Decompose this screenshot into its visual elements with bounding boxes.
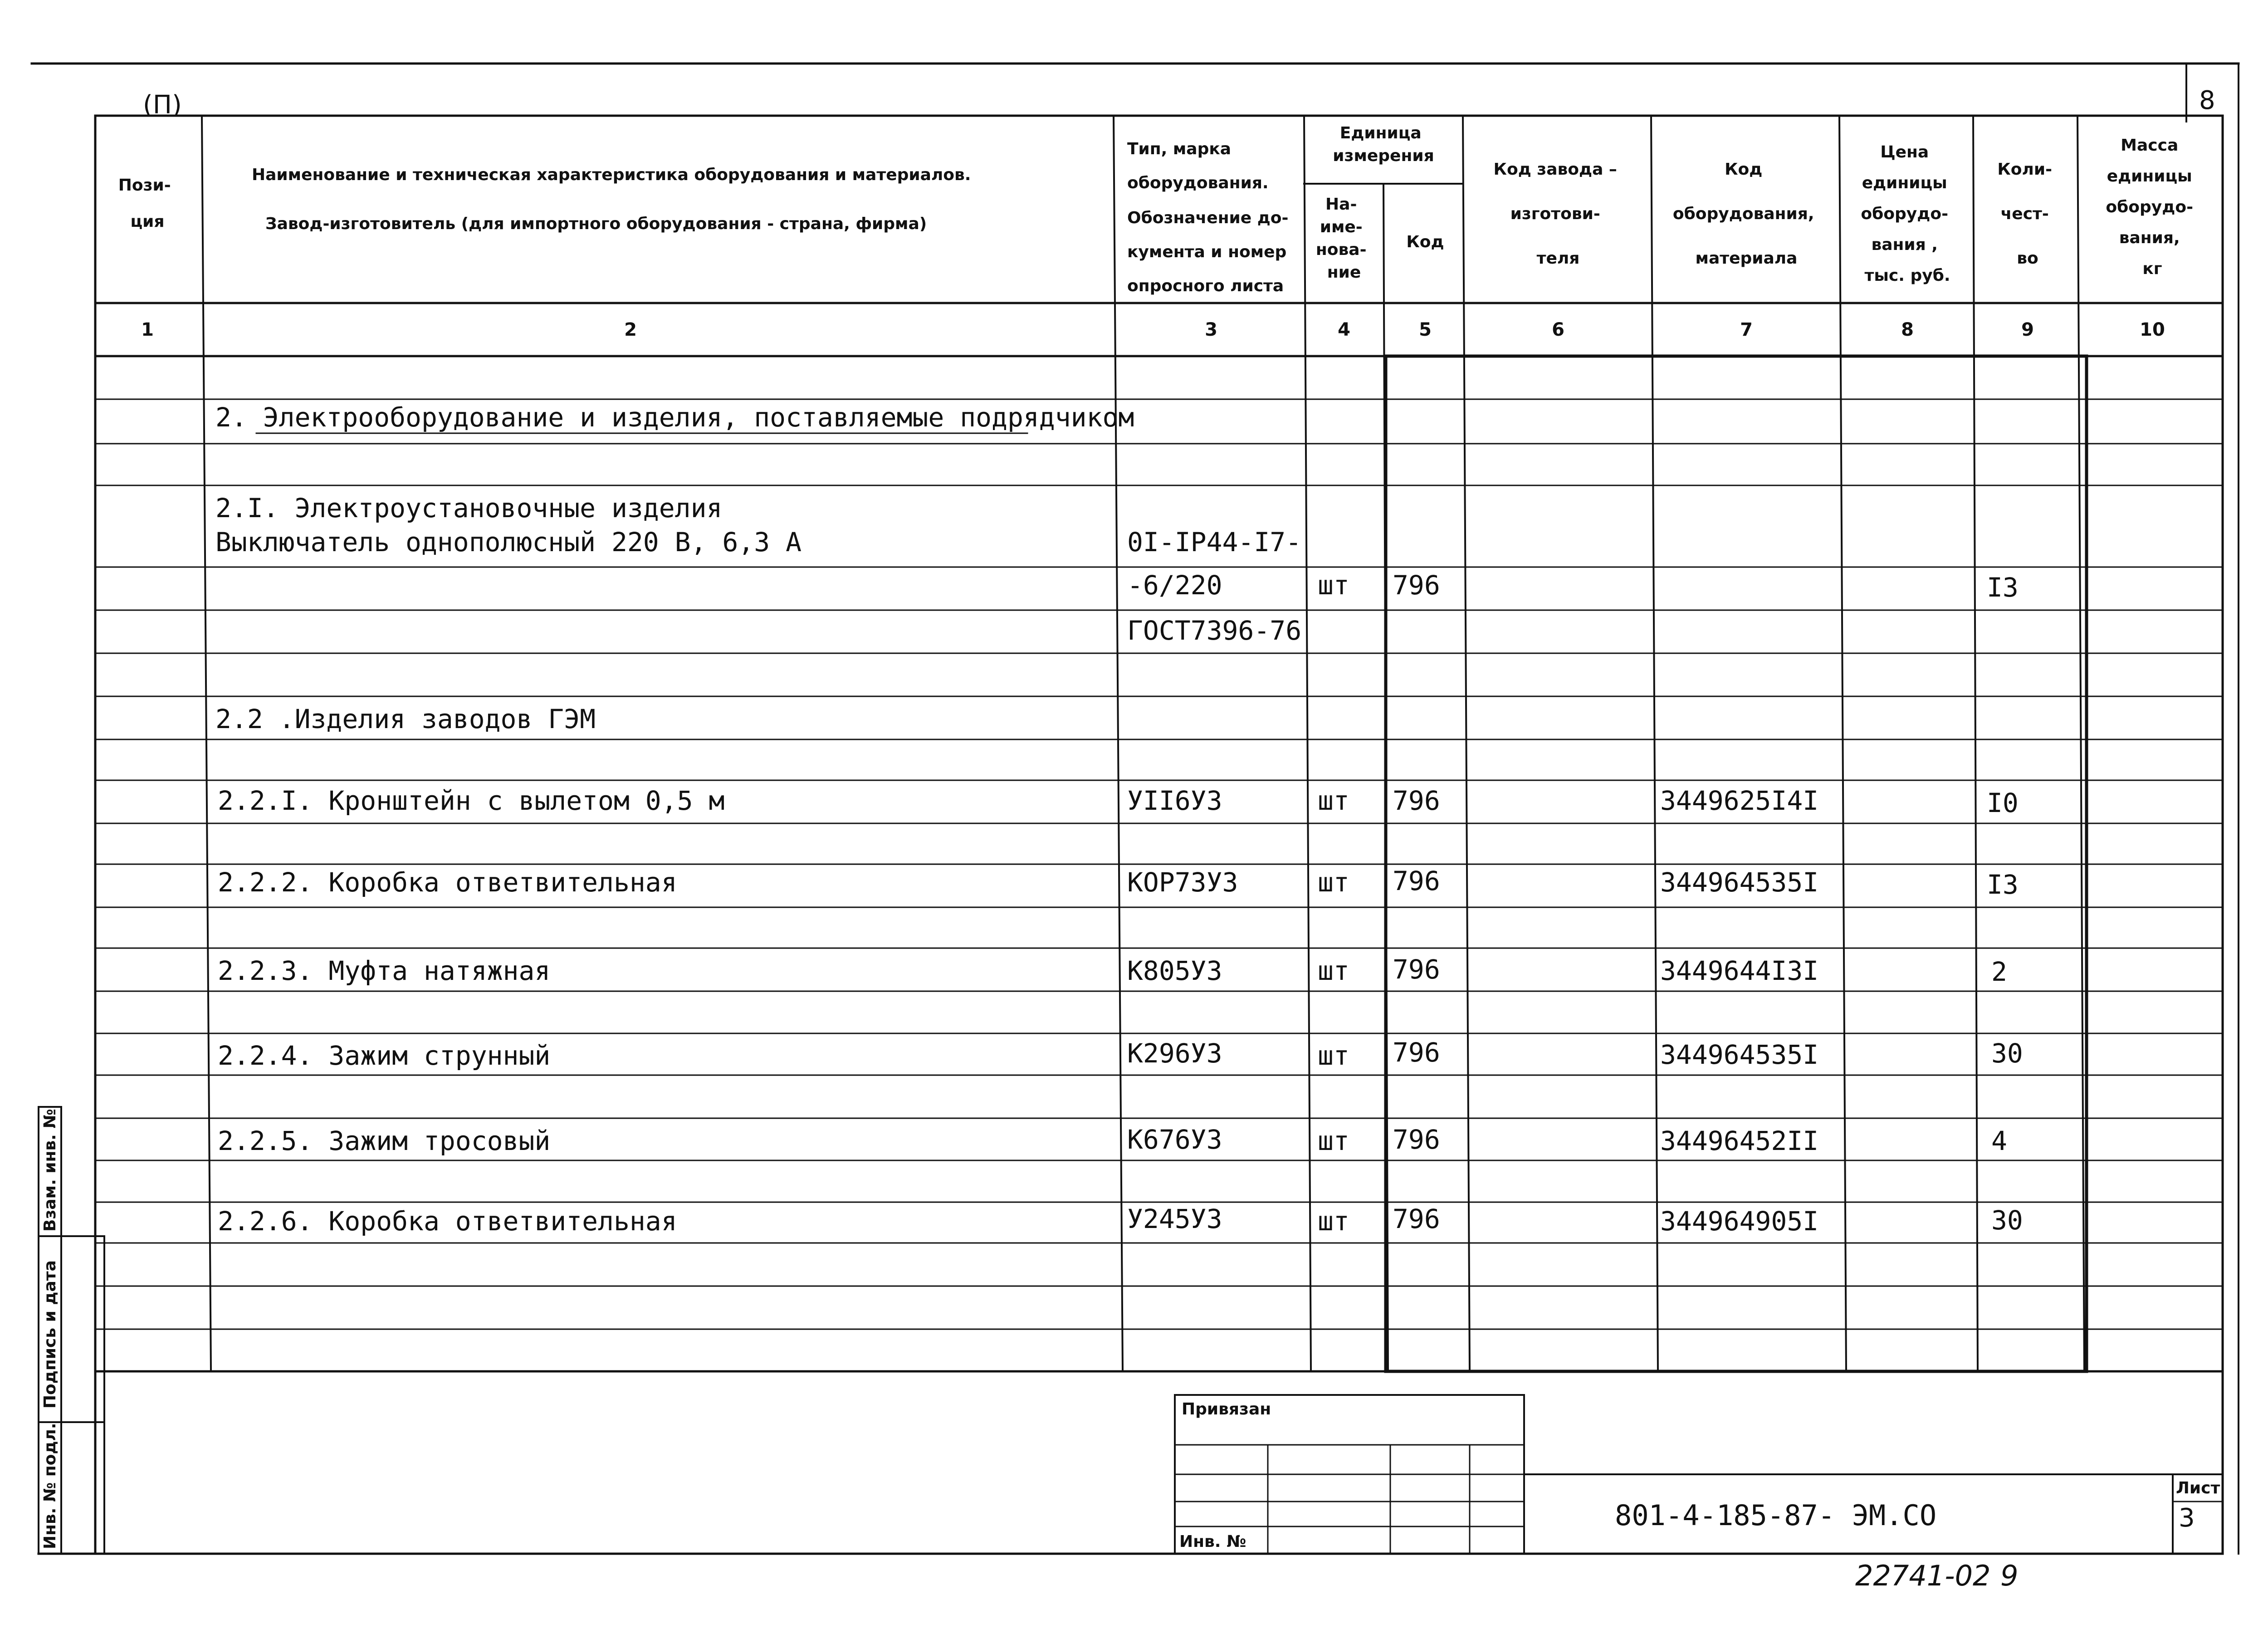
item-name: Выключатель однополюсный 220 В, 6,3 А (215, 527, 802, 558)
header-type-line: Обозначение до- (1127, 209, 1289, 227)
header-type-line: опросного листа (1127, 277, 1284, 295)
col-number: 7 (1740, 319, 1753, 340)
header-quantity-line: Коли- (1997, 160, 2053, 179)
item-name: 2.2.3. Муфта натяжная (218, 955, 551, 986)
title-block (39, 1371, 2223, 1592)
header-equipment-code (1673, 160, 1820, 268)
side-stamp-value-column (61, 1236, 104, 1554)
header-unit-code: Код (1406, 233, 1444, 251)
binding-label: Привязан (1182, 1400, 1271, 1419)
col-number: 4 (1338, 319, 1350, 340)
header-unit-group-line: Единица (1339, 124, 1422, 142)
header-factory-code-line: Код завода – (1493, 160, 1617, 179)
header-unit-name-line: нова- (1315, 240, 1367, 259)
item-unit: шт (1318, 570, 1349, 601)
item-unit: шт (1318, 785, 1349, 816)
document-code: 801-4-185-87- ЭМ.СО (1615, 1499, 1937, 1532)
item-name: 2.2.4. Зажим струнный (218, 1040, 551, 1071)
item-equipment-code: 344964535I (1660, 1039, 1819, 1070)
header-unit-name-line: ние (1327, 263, 1361, 282)
header-unit-name-line: На- (1325, 195, 1357, 214)
item-type: 0I-IP44-I7- (1127, 527, 1302, 558)
item-unit-code: 796 (1393, 1203, 1440, 1234)
header-factory-code-line: теля (1536, 249, 1580, 268)
page-number: 8 (2199, 86, 2215, 115)
item-unit-code: 796 (1393, 954, 1440, 985)
item-quantity: I3 (1987, 572, 2019, 603)
item-unit: шт (1318, 1206, 1349, 1237)
header-unit-group-line: измерения (1333, 147, 1434, 165)
header-factory-code (1494, 160, 1623, 268)
col-number: 2 (624, 319, 637, 340)
header-equipment-code-line: оборудования, (1672, 205, 1814, 223)
header-name (252, 166, 977, 233)
header-position-line: Пози- (118, 176, 171, 195)
header-unit-name-line: име- (1320, 218, 1363, 236)
header-equipment-code-line: материала (1695, 249, 1798, 268)
header-mass-line: Масса (2121, 136, 2179, 155)
header-price-line: оборудо- (1861, 205, 1949, 223)
item-quantity: I3 (1987, 869, 2019, 900)
subsection-heading: 2.2 .Изделия заводов ГЭМ (215, 704, 596, 734)
sheet-label: Лист (2176, 1479, 2220, 1497)
item-quantity: 2 (1991, 956, 2007, 987)
item-quantity: 30 (1991, 1205, 2023, 1236)
header-name-line: Завод-изготовитель (для импортного оборудования - страна, фирма) (265, 215, 927, 233)
item-unit-code: 796 (1393, 785, 1440, 816)
col-number: 1 (141, 319, 154, 340)
header-name-line: Наименование и техническая характеристика оборудования и материалов. (252, 166, 971, 184)
header-type (1127, 140, 1294, 295)
item-standard: ГОСТ7396-76 (1127, 615, 1302, 646)
side-label-sign-date: Подпись и дата (41, 1260, 59, 1409)
item-type: К676У3 (1127, 1124, 1222, 1155)
col-number: 9 (2021, 319, 2034, 340)
header-price (1861, 143, 1954, 285)
item-equipment-code: 344964535I (1660, 867, 1819, 898)
item-name: 2.2.I. Кронштейн с вылетом 0,5 м (218, 785, 725, 816)
side-label-inv-original: Инв. № подл. (41, 1423, 59, 1549)
item-type: УII6У3 (1127, 785, 1222, 816)
sheet-number: 3 (2179, 1503, 2195, 1533)
item-type: -6/220 (1127, 570, 1222, 601)
item-unit: шт (1318, 955, 1349, 986)
section-heading: 2. Электрооборудование и изделия, поставляемые подрядчиком (215, 402, 1134, 433)
archive-page: 9 (2000, 1559, 2019, 1592)
header-position (118, 176, 177, 231)
item-quantity: 4 (1991, 1125, 2007, 1156)
header-type-line: кумента и номер (1127, 243, 1287, 261)
table-header (118, 124, 2199, 340)
header-quantity-line: чест- (2000, 205, 2049, 223)
header-mass-line: вания, (2119, 229, 2180, 247)
item-name: 2.2.6. Коробка ответвительная (218, 1206, 677, 1237)
header-type-line: оборудования. (1127, 174, 1269, 192)
spec-table-grid (95, 116, 2223, 1371)
header-price-line: тыс. руб. (1864, 266, 1950, 285)
col-number: 8 (1901, 319, 1914, 340)
header-position-line: ция (130, 212, 165, 231)
header-unit-group (1333, 124, 1434, 165)
col-number: 5 (1419, 319, 1432, 340)
side-label-replace-inv: Взам. инв. № (41, 1109, 59, 1232)
item-unit: шт (1318, 867, 1349, 898)
corner-mark: (П) (143, 90, 182, 120)
header-quantity (1997, 160, 2058, 268)
subsection-heading: 2.I. Электроустановочные изделия (215, 493, 723, 523)
item-unit-code: 796 (1393, 1124, 1440, 1155)
col-number: 6 (1552, 319, 1564, 340)
item-unit-code: 796 (1393, 570, 1440, 601)
item-unit: шт (1318, 1040, 1349, 1071)
item-unit: шт (1318, 1125, 1349, 1156)
header-mass (2106, 136, 2199, 278)
item-unit-code: 796 (1393, 866, 1440, 896)
header-price-line: вания , (1871, 235, 1938, 254)
item-type: К296У3 (1127, 1038, 1222, 1069)
item-equipment-code: 3449625I4I (1660, 785, 1819, 816)
header-type-line: Тип, марка (1127, 140, 1232, 158)
col-number: 3 (1205, 319, 1217, 340)
inventory-label: Инв. № (1179, 1532, 1246, 1551)
header-quantity-line: во (2017, 249, 2038, 268)
header-price-line: Цена (1880, 143, 1929, 161)
item-unit-code: 796 (1393, 1037, 1440, 1068)
item-type: К805У3 (1127, 955, 1222, 986)
header-equipment-code-line: Код (1725, 160, 1763, 179)
item-equipment-code: 34496452II (1660, 1125, 1819, 1156)
header-mass-line: кг (2142, 259, 2162, 278)
item-type: КОР73У3 (1127, 867, 1238, 898)
header-price-line: единицы (1862, 174, 1947, 192)
item-name: 2.2.2. Коробка ответвительная (218, 867, 677, 898)
header-mass-line: единицы (2107, 167, 2192, 186)
item-quantity: I0 (1987, 788, 2019, 818)
header-factory-code-line: изготови- (1510, 205, 1600, 223)
item-type: У245У3 (1127, 1203, 1222, 1234)
col-number: 10 (2140, 319, 2165, 340)
item-equipment-code: 3449644I3I (1660, 955, 1819, 986)
header-unit-name (1316, 195, 1372, 282)
header-mass-line: оборудо- (2106, 198, 2194, 216)
item-equipment-code: 344964905I (1660, 1206, 1819, 1237)
archive-number: 22741-02 (1855, 1559, 1991, 1592)
item-name: 2.2.5. Зажим тросовый (218, 1125, 551, 1156)
item-quantity: 30 (1991, 1038, 2023, 1069)
